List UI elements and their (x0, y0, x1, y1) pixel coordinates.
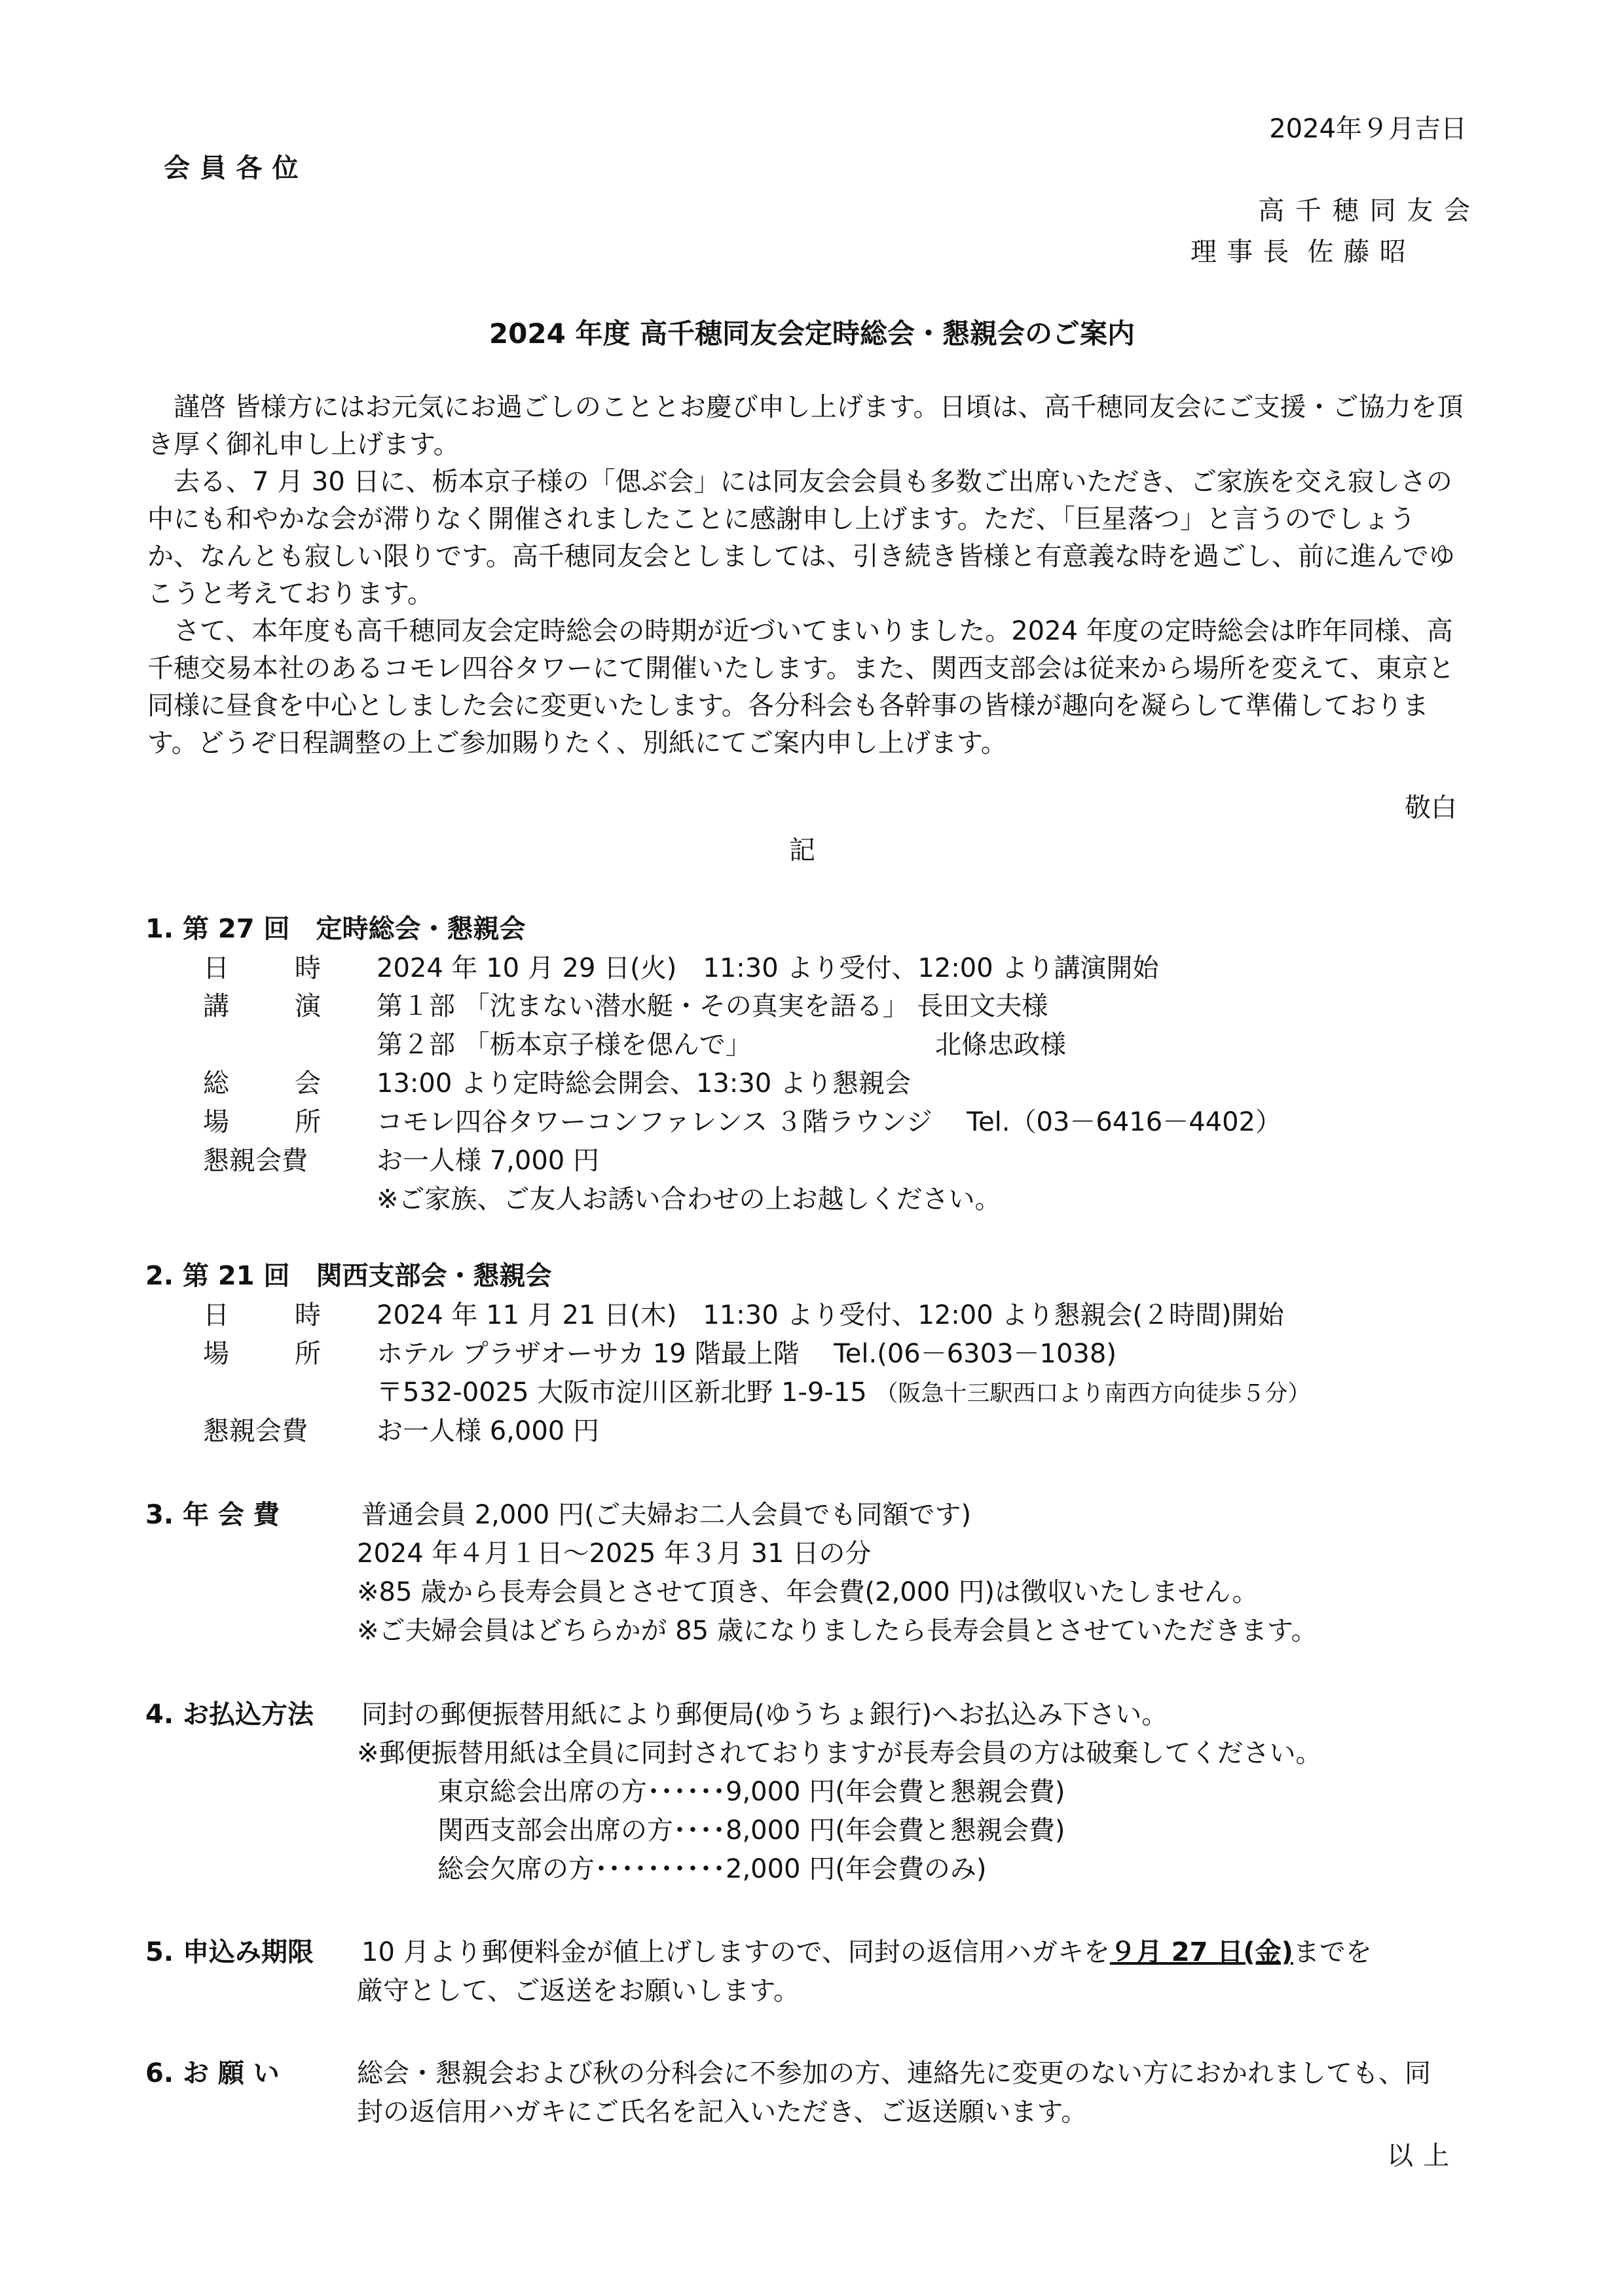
sec1-lecture-2-speaker: 北條忠政様 (935, 1030, 1066, 1060)
document-title: 2024 年度 高千穂同友会定時総会・懇親会のご案内 (489, 318, 1135, 350)
issue-date: 2024年９月吉日 (1269, 114, 1467, 144)
section-4-title: 4. お払込方法 (145, 1700, 314, 1730)
sec6-line-1: 総会・懇親会および秋の分科会に不参加の方、連絡先に変更のない方におかれましても、同 (357, 2058, 1431, 2088)
sec3-line-1: 普通会員 2,000 円(ご夫婦お二人会員でも同額です) (361, 1500, 972, 1530)
sec2-address-note: （阪急十三駅西口より南西方向徒歩５分） (875, 1381, 1311, 1407)
sec1-lecture-label: 講演 (203, 991, 321, 1021)
end-mark: 以上 (1387, 2141, 1460, 2171)
body-paragraph: さて、本年度も高千穂同友会定時総会の時期が近づいてまいりました。2024 年度の定時総会は昨年同様、高千穂交易本社のあるコモレ四谷タワーにて開催いたします。また、関西支部会は従来から場所を変えて、東京と同様に昼食を中心としました会に変更いたします。各分科会も各幹事の皆様が趣向を凝らして準備しております。どうぞ日程調整の上ご参加賜りたく、別紙にてご案内申し上げます。 (147, 616, 1454, 758)
sec1-date-label: 日時 (203, 953, 321, 983)
sec3-line-4: ※ご夫婦会員はどちらかが 85 歳になりましたら長寿会員とさせていただきます。 (357, 1616, 1318, 1646)
sec4-fee-absent: 総会欠席の方･･････････2,000 円(年会費のみ) (437, 1854, 987, 1884)
body-paragraph: 去る、7 月 30 日に、栃本京子様の「偲ぶ会」には同友会会員も多数ご出席いただき、ご家族を交え寂しさの中にも和やかな会が滞りなく開催されましたことに感謝申し上げます。ただ、「巨星落つ」と言うのでしょうか、なんとも寂しい限りです。高千穂同友会としましては、引き続き皆様と有意義な時を過ごし、前に進んでゆこうと考えております。 (147, 467, 1455, 609)
body-paragraph: 謹啓 皆様方にはお元気にお過ごしのこととお慶び申し上げます。日頃は、高千穂同友会にご支援・ご協力を頂き厚く御礼申し上げます。 (147, 392, 1464, 460)
sec5-line-1-after: までを (1293, 1937, 1372, 1967)
sec5-line-2: 厳守として、ご返送をお願いします。 (357, 1976, 800, 2006)
sec2-date-label: 日時 (203, 1300, 321, 1330)
sec5-deadline: ９月 27 日(金) (1109, 1937, 1293, 1967)
sec2-address: 〒532-0025 大阪市淀川区新北野 1-9-15 (377, 1377, 867, 1408)
sec3-line-3: ※85 歳から長寿会員とさせて頂き、年会費(2,000 円)は徴収いたしません。 (357, 1577, 1259, 1607)
sec4-line-1: 同封の郵便振替用紙により郵便局(ゆうちょ銀行)へお払込み下さい。 (361, 1700, 1168, 1730)
sec2-place-value: ホテル プラザオーサカ 19 階最上階 Tel.(06－6303－1038) (377, 1339, 1116, 1369)
section-3-title: 3. 年 会 費 (145, 1500, 280, 1530)
chair-title: 理事長 (1190, 237, 1299, 267)
body-text (147, 389, 1467, 762)
sec3-line-2: 2024 年４月１日～2025 年３月 31 日の分 (357, 1539, 872, 1569)
chair-line (1190, 234, 1416, 270)
sec1-fee-value: お一人様 7,000 円 (377, 1146, 599, 1176)
sec5-line-1 (361, 1935, 1372, 1970)
sec2-address-line (377, 1375, 1310, 1410)
sec1-lecture-1: 第１部 「沈まない潜水艇・その真実を語る」 長田文夫様 (377, 991, 1048, 1021)
sec6-line-2: 封の返信用ハガキにご氏名を記入いただき、ご返送願います。 (357, 2097, 1088, 2127)
section-2-title: 2. 第 21 回 関西支部会・懇親会 (145, 1261, 552, 1291)
sec1-lecture-2-title: 第２部 「栃本京子様を偲んで」 (377, 1030, 752, 1060)
sec5-line-1-before: 10 月より郵便料金が値上げしますので、同封の返信用ハガキを (361, 1937, 1110, 1967)
sec1-fee-label: 懇親会費 (203, 1146, 308, 1176)
section-1-title: 1. 第 27 回 定時総会・懇親会 (145, 914, 526, 944)
section-5-title: 5. 申込み期限 (145, 1937, 314, 1967)
ki-marker: 記 (789, 835, 815, 866)
sec1-place-label: 場所 (203, 1107, 321, 1137)
sec2-fee-label: 懇親会費 (203, 1416, 308, 1446)
sec2-place-label: 場所 (203, 1339, 321, 1369)
sec4-fee-tokyo: 東京総会出席の方･･････9,000 円(年会費と懇親会費) (437, 1777, 1065, 1807)
sec4-line-2: ※郵便振替用紙は全員に同封されておりますが長寿会員の方は破棄してください。 (357, 1738, 1322, 1768)
closing-word: 敬白 (1405, 793, 1457, 823)
sec2-fee-value: お一人様 6,000 円 (377, 1416, 599, 1446)
sec2-date-value: 2024 年 11 月 21 日(木) 11:30 より受付、12:00 より懇親会(２時間)開始 (377, 1300, 1284, 1330)
sec1-fee-note: ※ご家族、ご友人お誘い合わせの上お越しください。 (377, 1184, 1001, 1214)
sec1-date-value: 2024 年 10 月 29 日(火) 11:30 より受付、12:00 より講演開始 (377, 953, 1159, 983)
section-6-title: 6. お 願 い (145, 2058, 280, 2088)
sec4-fee-kansai: 関西支部会出席の方････8,000 円(年会費と懇親会費) (437, 1815, 1065, 1846)
sec1-meeting-label: 総会 (203, 1068, 321, 1099)
org-name: 高千穂同友会 (1258, 196, 1481, 226)
sec1-place-value: コモレ四谷タワーコンファレンス ３階ラウンジ Tel.（03－6416－4402） (377, 1107, 1282, 1137)
sec1-meeting-value: 13:00 より定時総会開会、13:30 より懇親会 (377, 1068, 911, 1099)
recipient: 会員各位 (164, 153, 308, 183)
chair-name: 佐藤昭 (1307, 237, 1416, 267)
